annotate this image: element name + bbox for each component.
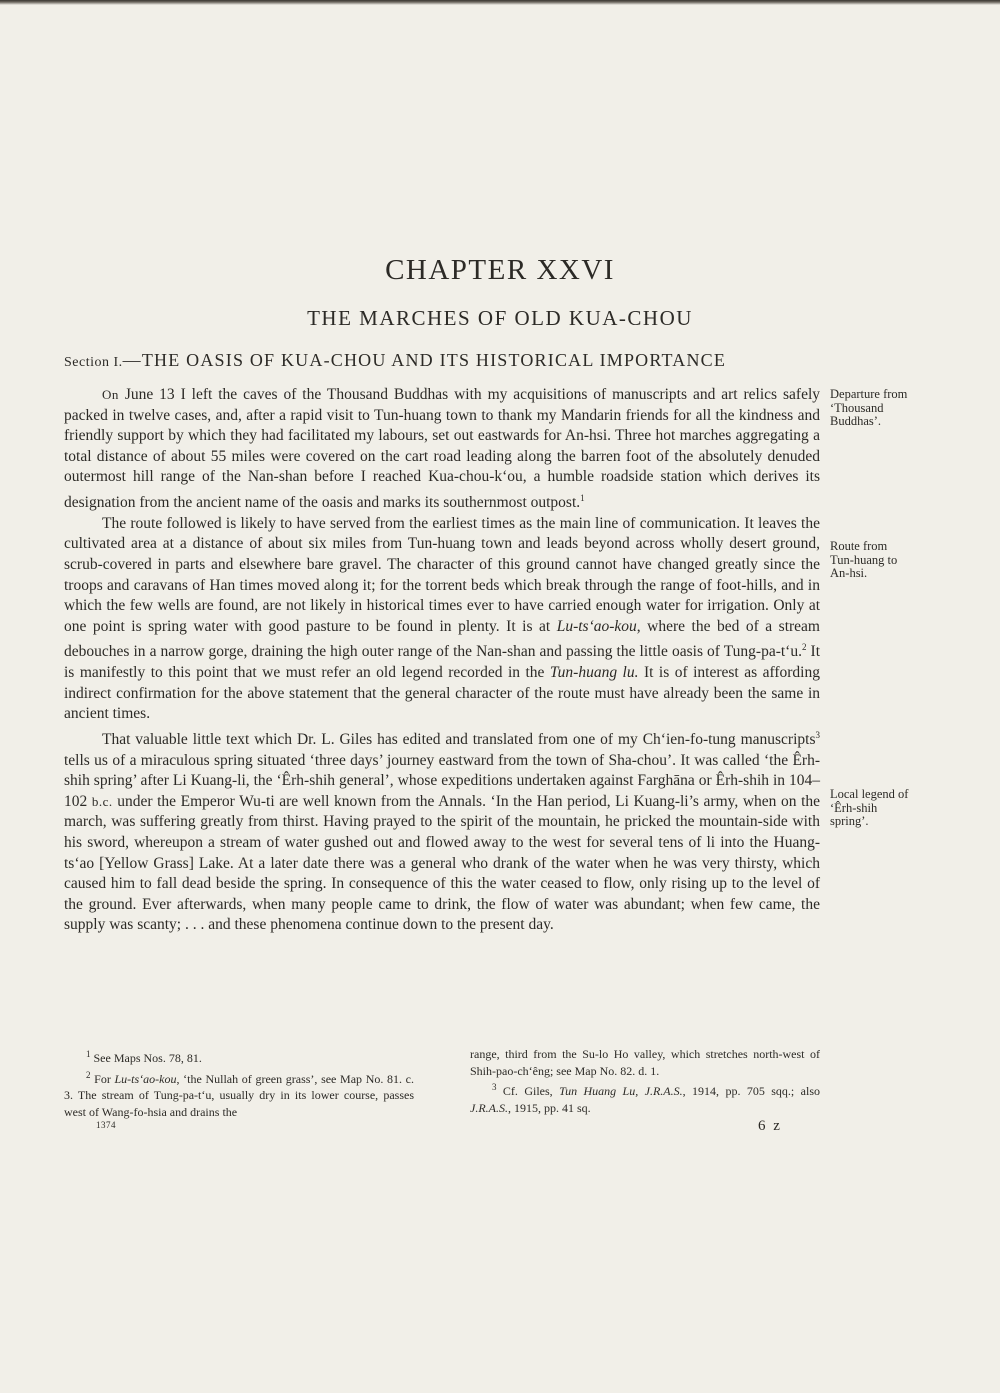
- margin-note-legend: Local legend of ‘Êrh-shih spring’.: [830, 787, 909, 828]
- footnote-3-pre: Cf. Giles,: [502, 1084, 560, 1098]
- footnote-2-mark: 2: [86, 1069, 91, 1080]
- section-label: Section I.: [64, 355, 123, 370]
- footnote-2-pre: For: [94, 1071, 115, 1086]
- place-name-lu-tsao-kou: Lu-ts‘ao-kou: [556, 617, 637, 635]
- footnote-ref-1[interactable]: 1: [580, 492, 585, 503]
- paragraph-3-text-b: tells us of a miraculous spring situated ‘three days’ journey eastward from the town of Sha-chou’. It was called ‘the Êrh-shih spring’ after Li Kuang-li, the ‘Êrh-shih general’, whose expeditions undertaken against Farghāna or Êrh-shih in 104–102: [64, 751, 820, 810]
- footnote-2-place: Lu-ts‘ao-kou: [114, 1071, 177, 1086]
- footnote-3-journal: J.R.A.S.: [470, 1100, 508, 1115]
- footnote-3-mark: 3: [492, 1082, 497, 1092]
- footnote-1: [64, 1046, 414, 1067]
- paragraph-1-lead: On: [102, 387, 119, 402]
- margin-note-departure: Departure from ‘Thousand Buddhas’.: [830, 387, 908, 428]
- page-number: 1374: [96, 1120, 116, 1130]
- signature-mark: 6 z: [758, 1118, 782, 1134]
- footnote-2: [64, 1067, 414, 1121]
- footnotes: [64, 1046, 820, 1120]
- chapter-subtitle: THE MARCHES OF OLD KUA-CHOU: [307, 306, 693, 330]
- footnote-1-text: See Maps Nos. 78, 81.: [93, 1051, 202, 1065]
- paragraph-3-text-a: That valuable little text which Dr. L. Giles has edited and translated from one of my Ch‘ien-fo-tung manuscripts: [102, 730, 816, 748]
- footnote-2-continued: range, third from the Su-lo Ho valley, which stretches north-west of Shih-pao-ch‘êng; see Map No. 82. d. 1.: [470, 1047, 820, 1078]
- footnotes-right-column: [470, 1046, 820, 1120]
- footnote-1-mark: 1: [86, 1049, 91, 1059]
- paragraph-2-text-d: It is of interest as affording indirect confirmation for the above statement that the general character of the route must have already been the same in ancient times.: [64, 664, 820, 723]
- footnote-3: [470, 1079, 820, 1116]
- paragraph-2: [64, 514, 820, 725]
- paragraph-2-text-b: , where the bed of a stream debouches in a narrow gorge, draining the high outer range of the Nan-shan and passing the little oasis of Tung-pa-t‘u.: [64, 617, 820, 661]
- paragraph-2-text-a: The route followed is likely to have served from the earliest times as the main line of communication. It leaves the cultivated area at a distance of about six miles from Tun-huang town and leads beyond across wholly desert ground, scrub-covered in parts and elsewhere bare gravel. The character of this ground cannot have changed greatly since the troops and caravans of Han times moved along it; for the torrent beds which break through the range of foot-hills, and in which the few wells are found, are not likely in historical times ever to have carried enough water for irrigation. Only at one point is spring water with good pasture to be found in plenty. It is at: [64, 514, 820, 635]
- footnotes-left-column: [64, 1046, 414, 1120]
- paragraph-1: [64, 385, 820, 514]
- footnote-3-mid: , 1914, pp. 705 sqq.; also: [682, 1084, 820, 1098]
- footnote-3-post: , 1915, pp. 41 sq.: [508, 1100, 591, 1115]
- era-abbreviation: b.c.: [91, 793, 113, 809]
- section-heading: [64, 350, 824, 371]
- paragraph-2-text-c: It is manifestly to this point that we must refer an old legend recorded in the: [64, 643, 820, 682]
- paragraph-3: [64, 725, 820, 936]
- footnote-ref-2[interactable]: 2: [801, 642, 807, 653]
- title-tun-huang-lu: Tun-huang lu.: [549, 664, 639, 682]
- section-title: —THE OASIS OF KUA-CHOU AND ITS HISTORICAL IMPORTANCE: [122, 350, 727, 370]
- page-edge: [0, 0, 1000, 5]
- paragraph-1-text: June 13 I left the caves of the Thousand Buddhas with my acquisitions of manuscripts and art relics safely packed in twelve cases, and, after a rapid visit to Tun-huang town to thank my Mandarin friends for all the kindness and friendly support by which they had facilitated my labours, set out eastwards for An-hsi. Three hot marches aggregating a total distance of about 55 miles were covered on the cart road leading along the barren foot of the absolutely denuded outermost hill range of the Nan-shan before I reached Kua-chou-k‘ou, a humble roadside station which derives its designation from the ancient name of the oasis and marks its southernmost outpost.: [64, 386, 821, 512]
- margin-note-route: Route from Tun-huang to An-hsi.: [830, 539, 898, 580]
- footnote-3-source: Tun Huang Lu, J.R.A.S.: [559, 1084, 683, 1098]
- footnote-2-text-a: , ‘the Nullah of green grass’, see Map No. 81. c. 3. The stream of Tung-pa-t‘u, usually dry in its lower course, passes west of Wang-fo-hsia and drains the: [64, 1071, 415, 1119]
- body-text: [64, 385, 820, 936]
- paragraph-3-text-c: under the Emperor Wu-ti are well known from the Annals. ‘In the Han period, Li Kuang-li’s army, when on the march, was suffering greatly from thirst. Having prayed to the spirit of the mountain, he pricked the mountain-side with his sword, whereupon a stream of water gushed out and flowed away to the west for several tens of li into the Huang-ts‘ao [Yellow Grass] Lake. At a later date there was a general who drank of the water when he was very thirsty, which caused him to fall dead beside the spring. In consequence of this the water ceased to flow, only rising up to the level of the ground. Ever afterwards, when many people came to drink, the flow of water was abundant; when few came, the supply was scanty; . . . and these phenomena continue down to the present day.: [64, 792, 821, 934]
- footnote-ref-3[interactable]: 3: [815, 729, 820, 740]
- chapter-title: CHAPTER XXVI: [385, 254, 615, 286]
